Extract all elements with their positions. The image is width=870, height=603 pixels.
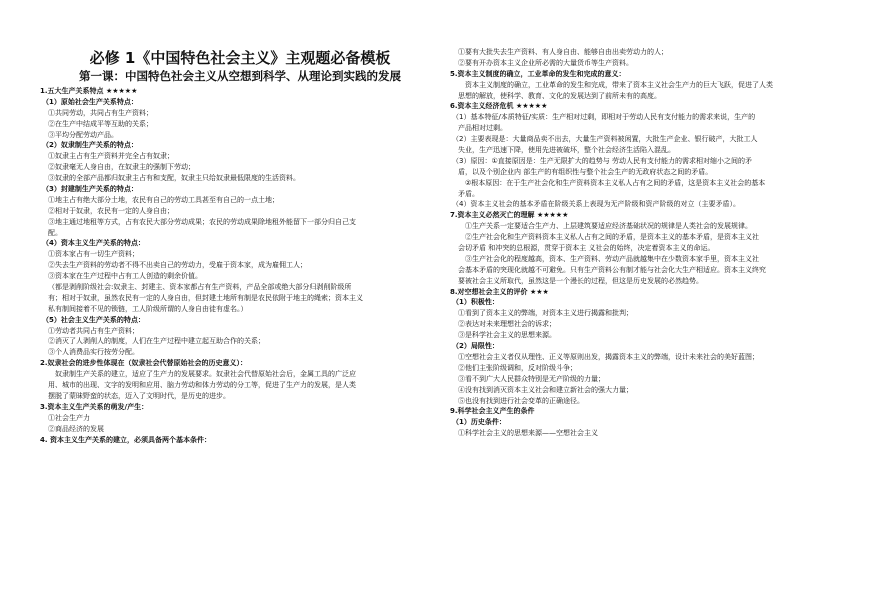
text-line: ②消灭了人剥削人的制度，人们在生产过程中建立起互助合作的关系； bbox=[48, 337, 265, 346]
text-line: 私有制间接着不见的锁链，工人阶级所谓的人身自由徒有虚名。） bbox=[48, 304, 248, 313]
text-line: 摆脱了蒙昧野蛮的状态，迈入了文明时代，是历史的进步。 bbox=[48, 391, 230, 400]
text-line: ①生产关系一定要适合生产力、上层建筑要适应经济基础状况的规律是人类社会的发展规律。 bbox=[458, 222, 752, 231]
right-text-body bbox=[450, 47, 850, 439]
text-line: ③地主通过地租等方式，占有农民大部分劳动成果；农民的劳动成果除地租外能留下一部分归自己支 bbox=[48, 217, 356, 226]
text-line: ①空想社会主义者仅从理性、正义等原则出发，揭露资本主义的弊端，设计未来社会的美好蓝图； bbox=[458, 352, 759, 361]
text-line: （1）积极性： bbox=[452, 298, 499, 307]
text-line: （2）局限性： bbox=[452, 342, 499, 351]
text-line: 配。 bbox=[48, 228, 62, 237]
text-line: 奴隶制生产关系的建立，适应了生产力的发展要求。奴隶社会代替原始社会后，金属工具的广泛应 bbox=[48, 370, 356, 379]
text-line: 有；相对于奴隶，虽然农民有一定的人身自由，但封建土地所有制是农民依附于地主的绳索；资本主义 bbox=[48, 293, 363, 302]
text-line: ①劳动者共同占有生产资料； bbox=[48, 326, 139, 335]
text-line: ③生产社会化的程度越高，资本、生产资料、劳动产品就越集中在少数资本家手里，资本主义社 bbox=[458, 254, 759, 263]
text-line: ②他们主张阶级调和，反对阶级斗争； bbox=[458, 363, 577, 372]
text-line: ①社会生产力 bbox=[48, 413, 90, 422]
text-line: ②失去生产资料的劳动者不得不出卖自己的劳动力，受雇于资本家，成为雇佣工人； bbox=[48, 261, 307, 270]
text-line: 矛盾。 bbox=[458, 189, 479, 198]
right-column bbox=[450, 0, 850, 439]
text-line: 要被社会主义所取代，虽然这是一个漫长的过程，但这是历史发展的必然趋势。 bbox=[458, 276, 703, 285]
text-line: 7.资本主义必然灭亡的理解 ★★★★★ bbox=[450, 211, 569, 220]
text-line: 5.资本主义制度的确立，工业革命的发生和完成的意义： bbox=[450, 69, 626, 78]
text-line: ①地主占有绝大部分土地，农民有自己的劳动工具甚至有自己的一点土地； bbox=[48, 195, 279, 204]
text-line: （3）原因：①直接原因是：生产无限扩大的趋势与 劳动人民有支付能力的需求相对缩小之间的矛 bbox=[452, 156, 752, 165]
text-line: ①共同劳动，共同占有生产资料； bbox=[48, 108, 153, 117]
text-line: ②商品经济的发展 bbox=[48, 424, 104, 433]
text-line: （5）社会主义生产关系的特点： bbox=[42, 315, 145, 324]
text-line: 思想的解放，使科学、教育、文化的发展达到了前所未有的高度。 bbox=[458, 91, 661, 100]
text-line: （2）主要表现是：大量商品卖不出去，大量生产资料被闲置，大批生产企业、银行破产，大批工人 bbox=[452, 135, 758, 144]
text-line: ①要有大批失去生产资料、有人身自由、能够自由出卖劳动力的人； bbox=[458, 48, 668, 56]
left-column bbox=[40, 0, 440, 445]
text-line: ②奴隶毫无人身自由，在奴隶主的强制下劳动； bbox=[48, 163, 195, 172]
text-line: ①资本家占有一切生产资料； bbox=[48, 250, 139, 259]
text-line: 1.五大生产关系特点 ★★★★★ bbox=[40, 87, 138, 95]
text-line: ②根本原因：在于生产社会化和生产资料资本主义私人占有之间的矛盾，这是资本主义社会的基本 bbox=[458, 178, 766, 187]
text-line: 会基本矛盾的突现化就越不可避免。只有生产资料公有制才能与社会化大生产相适应。资本主义终究 bbox=[458, 265, 766, 274]
text-line: （4）资本主义社会的基本矛盾在阶级关系上表现为无产阶级和资产阶级的对立（主要矛盾）。 bbox=[452, 200, 740, 209]
text-line: ②表达对未来理想社会的诉求； bbox=[458, 320, 556, 329]
text-line: ①看到了资本主义的弊端，对资本主义进行揭露和批判； bbox=[458, 309, 633, 318]
text-line: （3）封建制生产关系的特点： bbox=[42, 185, 138, 194]
lesson-subtitle: 第一课：中国特色社会主义从空想到科学、从理论到实践的发展 bbox=[79, 69, 401, 83]
text-line: ③看不到广大人民群众特别是无产阶级的力量； bbox=[458, 374, 605, 383]
text-line: 盾，以及个别企业内 部生产的有组织性与整个社会生产的无政府状态之间的矛盾。 bbox=[458, 167, 713, 176]
text-line: 3.资本主义生产关系的萌发/产生： bbox=[40, 402, 149, 411]
left-text-body bbox=[40, 86, 440, 445]
text-line: 会切矛盾 和冲突的总根源，贯穿于资本主 义社会的始终，决定着资本主义的命运。 bbox=[458, 244, 715, 253]
text-line: ②相对于奴隶，农民有一定的人身自由； bbox=[48, 206, 174, 215]
text-line: ③个人消费品实行按劳分配。 bbox=[48, 348, 139, 357]
text-line: ①科学社会主义的思想来源——空想社会主义 bbox=[458, 429, 598, 438]
document-title: 必修 1《中国特色社会主义》主观题必备模板 bbox=[89, 49, 391, 67]
text-line: 资本主义制度的确立，工业革命的发生和完成，带来了资本主义社会生产力的巨大飞跃，促进了人类 bbox=[458, 80, 773, 89]
text-line: （2）奴隶制生产关系的特点： bbox=[42, 141, 138, 150]
text-line: 6.资本主义经济危机 ★★★★★ bbox=[450, 102, 548, 111]
text-line: ⑤也没有找到进行社会变革的正确途径。 bbox=[458, 396, 584, 405]
text-line: 9.科学社会主义产生的条件 bbox=[450, 407, 535, 416]
text-line: 用、城市的出现、文字的发明和应用、脑力劳动和体力劳动的分工等，促进了生产力的发展，是人类 bbox=[48, 381, 356, 390]
text-line: ①奴隶主占有生产资料并完全占有奴隶； bbox=[48, 152, 174, 161]
text-line: ②要有开办资本主义企业所必需的大量货币等生产资料。 bbox=[458, 58, 633, 67]
text-line: （1）基本特征/本质特征/实质：生产相对过剩，即相对于劳动人民有支付能力的需求来说，生产的 bbox=[452, 113, 756, 122]
text-line: 失业，生产迅速下降，使用先进被破坏，整个社会经济生活陷入混乱。 bbox=[458, 146, 675, 155]
text-line: （都是剥削阶级社会:奴隶主、封建主、资本家都占有生产资料，产品全部或绝大部分归剥削阶级所 bbox=[48, 283, 352, 292]
text-line: 4. 资本主义生产关系的建立，必须具备两个基本条件： bbox=[40, 435, 211, 444]
text-line: ③资本家在生产过程中占有工人创造的剩余价值。 bbox=[48, 272, 202, 281]
text-line: （1）历史条件： bbox=[452, 418, 506, 427]
text-line: ④没有找到消灭资本主义社会和建立新社会的强大力量； bbox=[458, 385, 633, 394]
text-line: ③奴隶的全部产品都归奴隶主占有和支配，奴隶主只给奴隶最低限度的生活资料。 bbox=[48, 174, 300, 183]
text-line: 2.奴隶社会的进步性体现在（奴隶社会代替原始社会的历史意义）： bbox=[40, 359, 248, 368]
text-line: ②在生产中结成平等互助的关系； bbox=[48, 119, 153, 128]
text-line: 8.对空想社会主义的评价 ★★★ bbox=[450, 287, 549, 296]
text-line: 产品相对过剩。 bbox=[458, 124, 507, 133]
text-line: （4）资本主义生产关系的特点： bbox=[42, 239, 145, 248]
text-line: （1）原始社会生产关系特点： bbox=[42, 97, 138, 106]
text-line: ②生产社会化和生产资料资本主义私人占有之间的矛盾，是资本主义的基本矛盾，是资本主义社 bbox=[458, 233, 759, 242]
text-line: ③平均分配劳动产品。 bbox=[48, 130, 118, 139]
text-line: ③是科学社会主义的思想来源。 bbox=[458, 331, 556, 340]
